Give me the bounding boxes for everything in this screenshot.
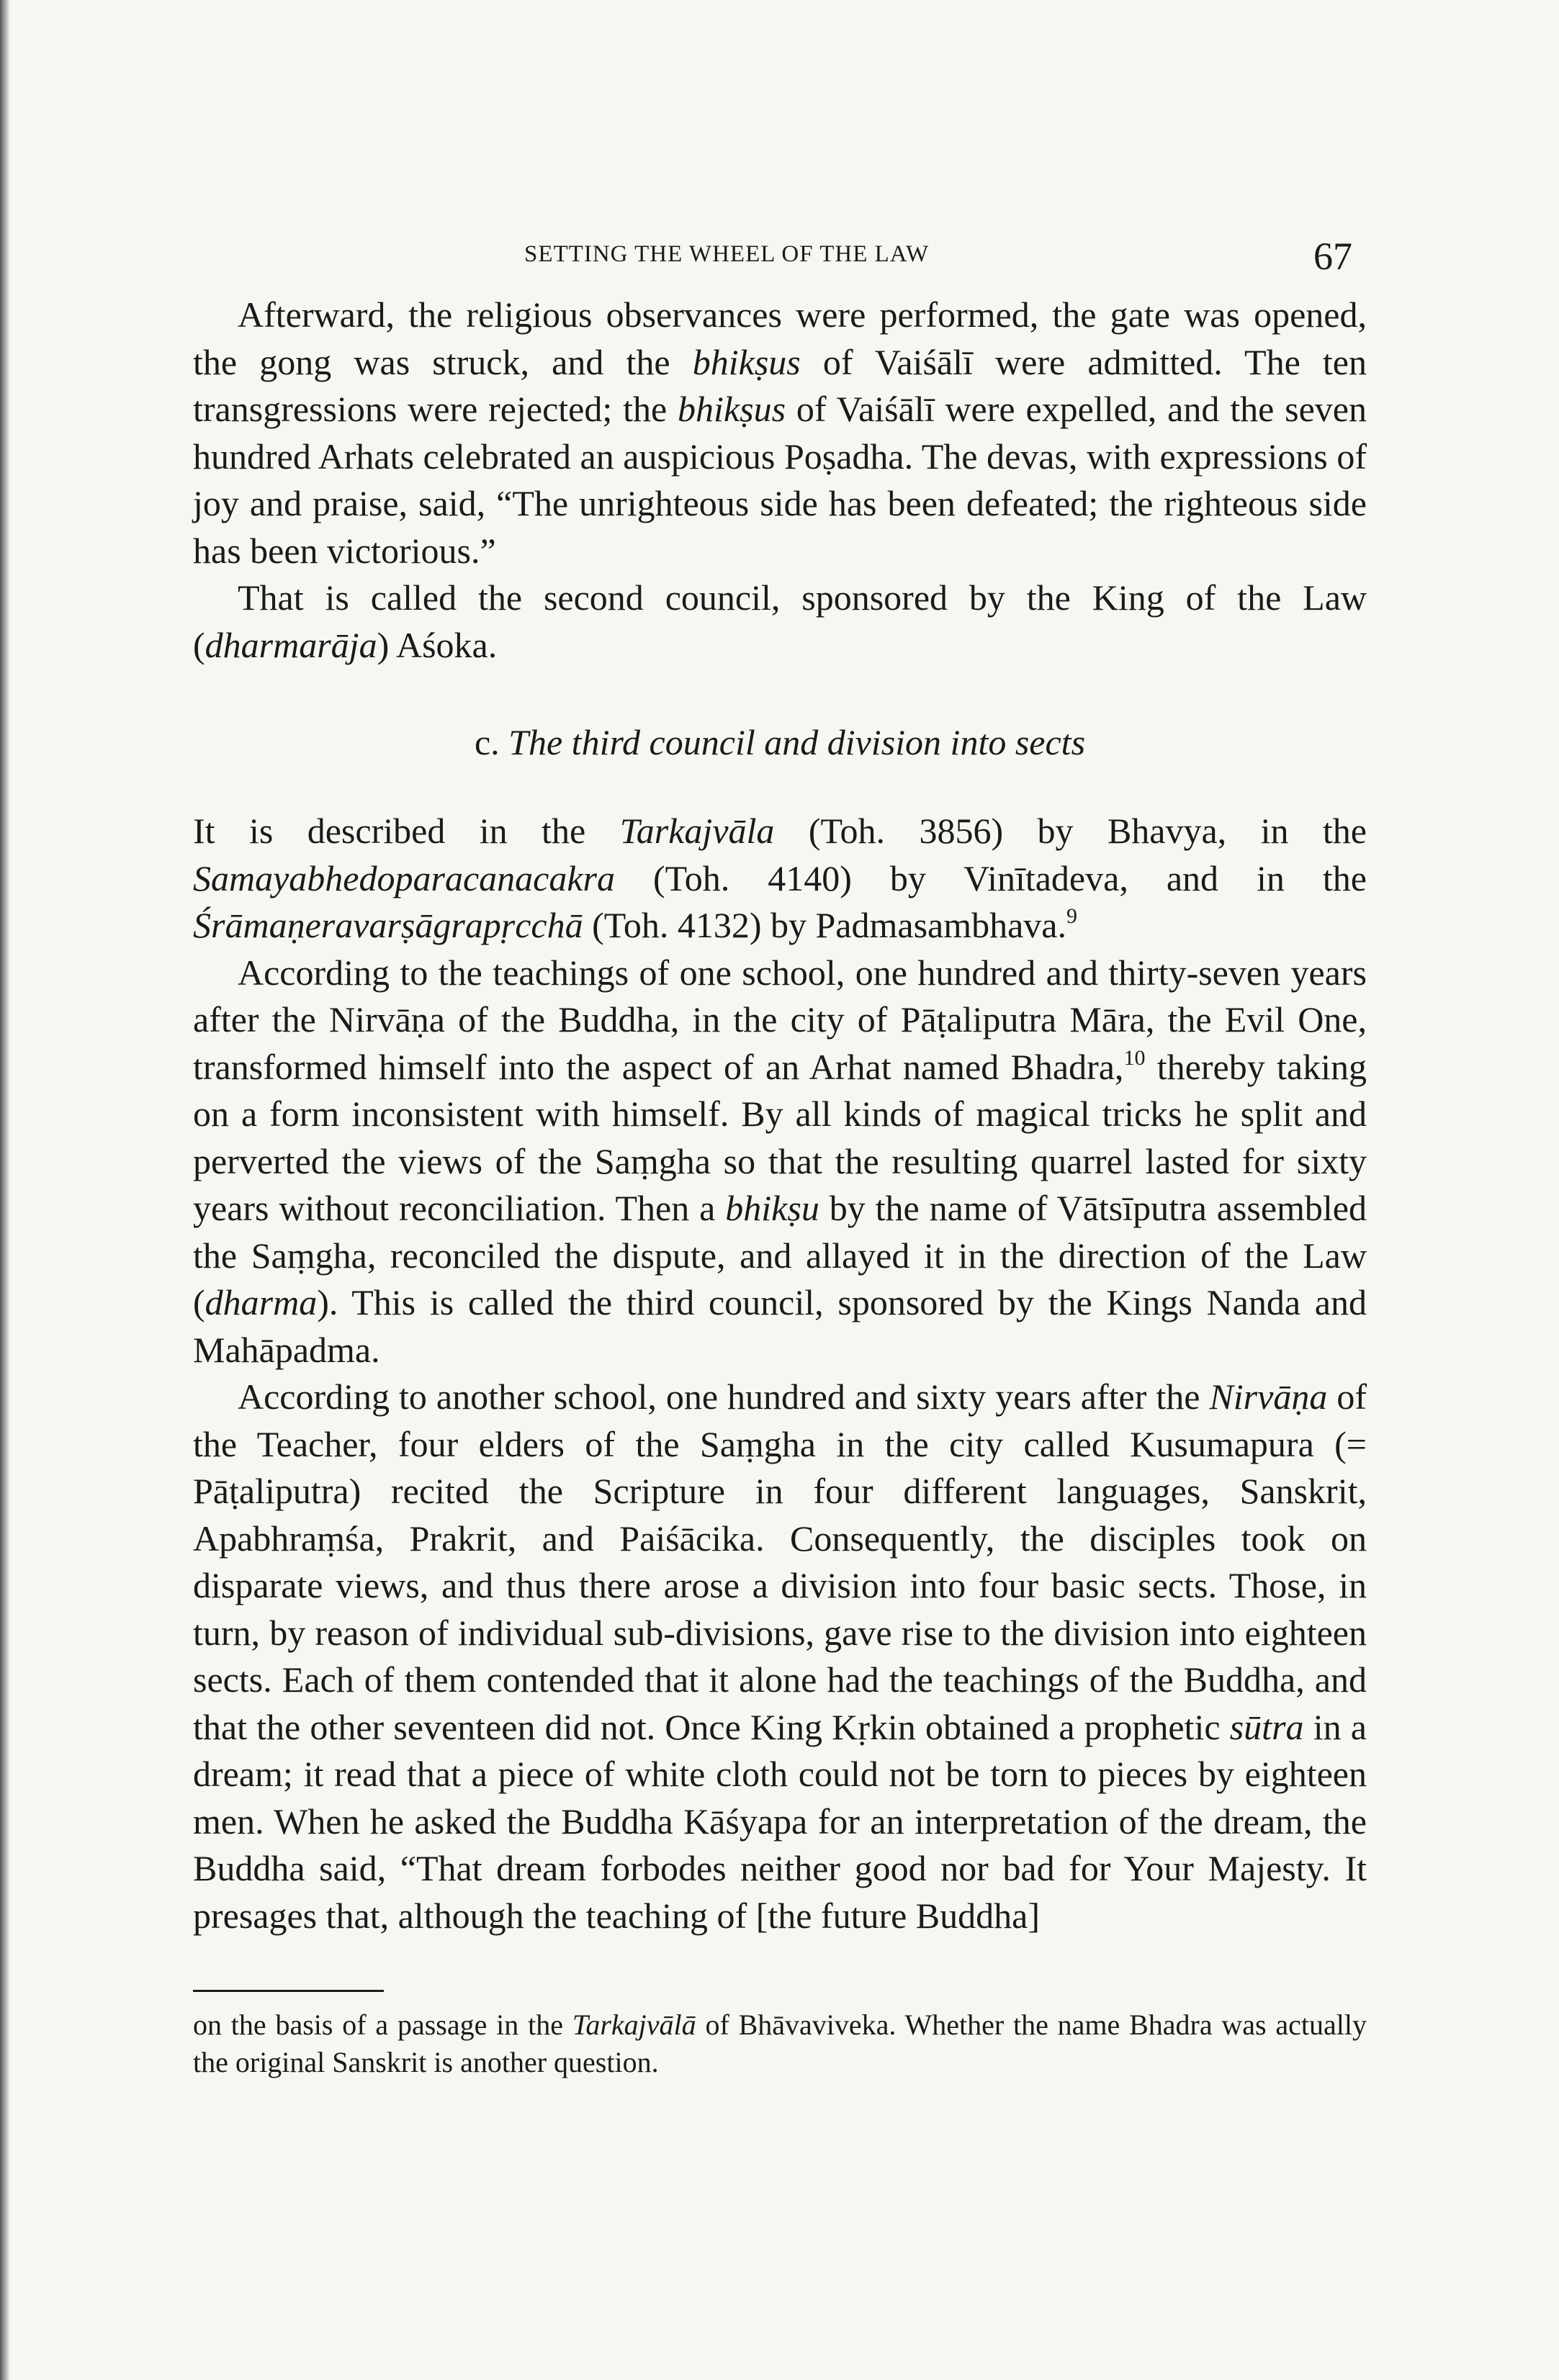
text-run: It is described in the	[193, 811, 620, 851]
paragraph-3	[193, 808, 1367, 950]
italic-title: Tarkajvāla	[619, 811, 775, 851]
page-number: 67	[1313, 235, 1352, 278]
text-run: on the basis of a passage in the	[193, 2009, 572, 2041]
running-head: SETTING THE WHEEL OF THE LAW	[524, 241, 930, 267]
text-run: thereby taking on a form inconsistent with himself. By all kinds of magical tricks he split and perverted the views of the Saṃgha so that the resulting quarrel lasted for sixty years without reconciliation. Then a	[193, 1046, 1367, 1228]
footnote	[193, 2006, 1367, 2081]
footnote-ref-10: 10	[1123, 1045, 1146, 1070]
text-run: (Toh. 3856) by Bhavya, in the	[774, 811, 1367, 851]
text-run: (Toh. 4140) by Vinītadeva, and in the	[615, 857, 1367, 898]
paragraph-5	[193, 1374, 1367, 1939]
section-heading	[193, 719, 1367, 766]
text-run: ). This is called the third council, sponsored by the Kings Nanda and Mahāpadma.	[193, 1282, 1367, 1370]
text-run: of Bhāvaviveka. Whether the name Bhadra was actually the original Sanskrit is another question.	[193, 2009, 1367, 2078]
section-letter: c.	[474, 722, 500, 762]
italic-title: Samayabhedoparacanacakra	[193, 857, 615, 898]
italic-term: bhikṣus	[692, 341, 801, 382]
italic-term: bhikṣu	[725, 1188, 819, 1228]
italic-title: Tarkajvālā	[572, 2009, 696, 2041]
paragraph-2	[193, 574, 1367, 669]
italic-term: dharma	[205, 1282, 318, 1322]
text-run: Afterward, the religious observances were performed, the gate was opened, the gong was struck, and the	[193, 294, 1367, 382]
text-run: of the Teacher, four elders of the Saṃgha in the city called Kusumapura (= Pāṭaliputra) recited the Scripture in four different languages, Sanskrit, Apabhraṃśa, Prakrit, and Paiśācika. Consequently, the disciples took on disparate views, and thus there arose a division into four basic sects. Those, in turn, by reason of individual sub-divisions, gave rise to the division into eighteen sects. Each of them contended that it alone had the teachings of the Buddha, and that the other seventeen did not. Once King Kṛkin obtained a prophetic	[193, 1376, 1367, 1747]
text-run: by the name of Vātsīputra assembled the Saṃgha, reconciled the dispute, and allayed it in the direction of the Law (	[193, 1188, 1367, 1322]
italic-term: Nirvāṇa	[1209, 1376, 1328, 1417]
text-run: That is called the second council, sponsored by the King of the Law (	[193, 577, 1367, 665]
paragraph-1	[193, 292, 1367, 574]
scan-edge-shadow	[0, 0, 10, 2380]
footnote-rule	[193, 1990, 384, 1992]
text-run: According to another school, one hundred and sixty years after the	[238, 1376, 1210, 1417]
section-title: The third council and division into sects	[508, 722, 1086, 762]
text-run: According to the teachings of one school, one hundred and thirty-seven years after the Nirvāṇa of the Buddha, in the city of Pāṭaliputra Māra, the Evil One, transformed himself into the aspect of an Arhat named Bhadra,	[193, 952, 1367, 1087]
paragraph-4	[193, 950, 1367, 1374]
italic-term: dharmarāja	[205, 624, 377, 665]
text-run: ) Aśoka.	[377, 624, 498, 665]
italic-term: bhikṣus	[678, 389, 786, 429]
book-page	[193, 234, 1367, 2081]
text-run: of Vaiśālī were expelled, and the seven hundred Arhats celebrated an auspicious Poṣadha. The devas, with expressions of joy and praise, said, “The unrighteous side has been defeated; the righteous side has been victorious.”	[193, 389, 1367, 571]
page-header	[193, 234, 1367, 292]
italic-title: Śrāmaṇeravarṣāgrapṛcchā	[193, 905, 583, 945]
text-run: in a dream; it read that a piece of white cloth could not be torn to pieces by eighteen men. When he asked the Buddha Kāśyapa for an interpretation of the dream, the Buddha said, “That dream forbodes neither good nor bad for Your Majesty. It presages that, although the teaching of [the future Buddha]	[193, 1706, 1367, 1936]
text-run: of Vaiśālī were admitted. The ten transgressions were rejected; the	[193, 341, 1367, 429]
footnote-ref-9: 9	[1066, 904, 1078, 928]
italic-term: sūtra	[1229, 1706, 1304, 1747]
text-run: (Toh. 4132) by Padmasambhava.	[583, 905, 1067, 945]
